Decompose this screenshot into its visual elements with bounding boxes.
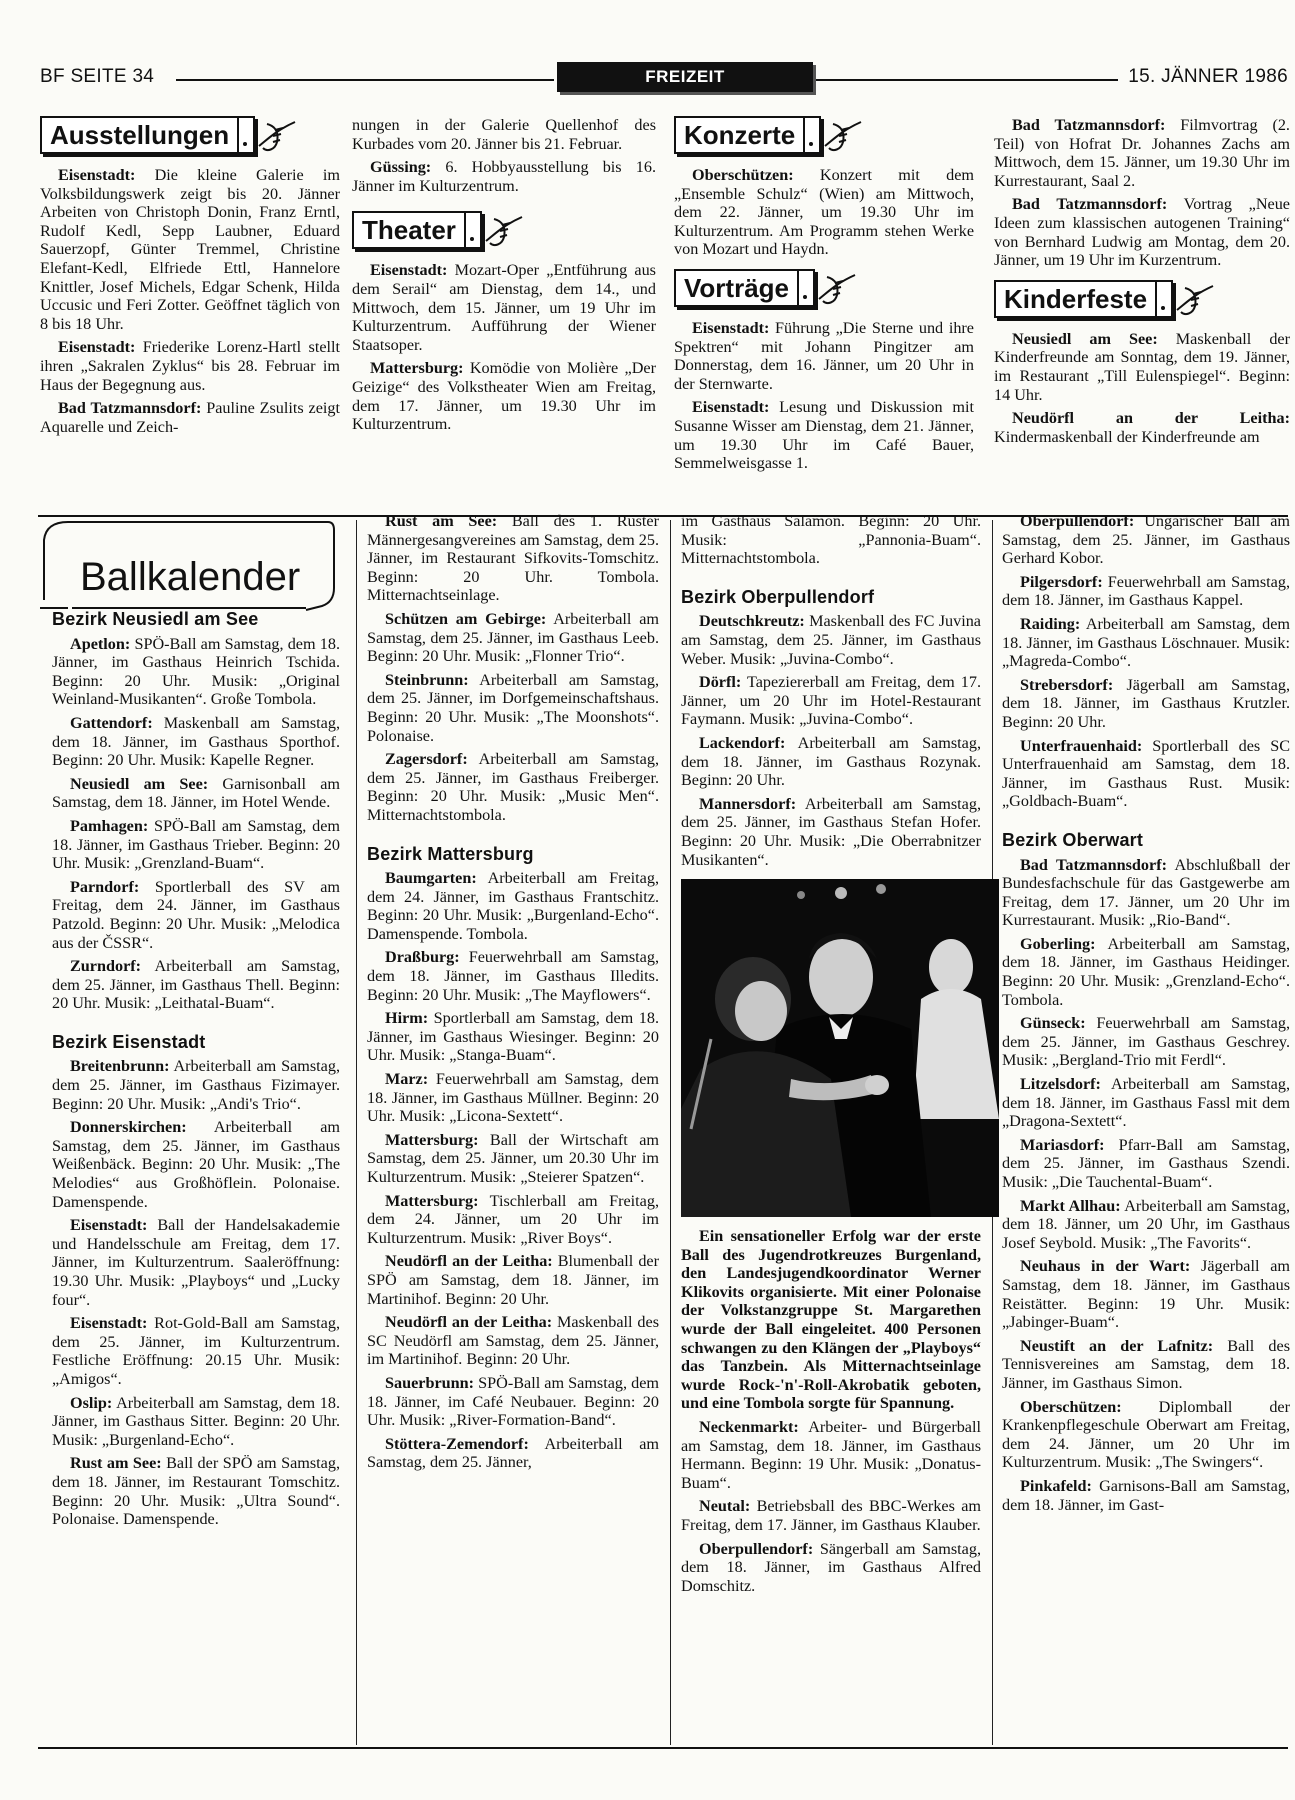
listing-text: Garnisons-Ball am Samstag, dem 18. Jänner, im Gast- [1002,1476,1290,1514]
listing-entry [674,319,974,393]
listing-place: Neusiedl am See: [1012,329,1158,348]
listing-place: Schützen am Gebirge: [385,609,547,628]
listing-entry [367,1192,659,1248]
listing-text: Arbeiterball am Samstag, dem 25. Jänner, im Dorfgemeinschaftshaus. Beginn: 20 Uhr. Musik: „The Moonshots“. Polonaise. [367,670,659,745]
theater-heading [352,211,656,249]
listing-place: Zagersdorf: [385,750,468,769]
listing-text: Sportlerball des SV am Freitag, dem 24. Jänner, im Gasthaus Patzold. Beginn: 20 Uhr. Musik: „Melodica aus der ČSSR“. [52,877,340,952]
listing-place: Dörfl: [699,673,742,692]
listing-entry [994,330,1290,404]
listing-entry [52,1454,340,1528]
heading-dot-box [799,269,815,307]
listing-text: Arbeiterball am Samstag, dem 25. Jänner, im Gasthaus Freiberger. Beginn: 20 Uhr. Musik: „Music Men“. Mitternachtstombola. [367,750,659,824]
listing-place: Neudörfl an der Leitha: [385,1313,553,1332]
listing-text: Abschlußball der Bundesfachschule für das Gastgewerbe am Freitag, dem 17. Jänner, um 20 Uhr im Kurrestaurant. Musik: „Rio-Band“. [1002,855,1290,930]
listing-place: Neustift an der Lafnitz: [1020,1336,1214,1355]
listing-entry [1002,856,1290,930]
listing-place: Mattersburg: [385,1191,479,1210]
listing-entry [367,869,659,943]
listing-text: Garnisonball am Samstag, dem 18. Jänner, im Hotel Wende. [52,774,340,812]
ballkalender-title: Ballkalender [80,555,301,599]
listing-text: Friederike Lorenz-Hartl stellt ihren „Sakralen Zyklus“ bis 28. Februar im Haus der Begegnung aus. [40,338,340,394]
listing-text: Maskenball des FC Juvina am Samstag, dem 25. Jänner, im Gasthaus Weber. Musik: „Juvina-Combo“. [681,612,981,668]
listing-entry [1002,573,1290,610]
listing-entry [52,1118,340,1211]
listing-text: Arbeiterball am Samstag, dem 18. Jänner, im Gasthaus Heidinger. Beginn: 20 Uhr. Musik: „Grenzland-Echo“. Tombola. [1002,934,1290,1009]
bottom-rule [38,1747,1288,1749]
top-column-3 [674,116,974,478]
listing-entry [1002,615,1290,671]
listing-entry [1002,1398,1290,1472]
pointing-hand-icon [482,211,536,249]
listing-place: Güssing: [370,158,432,177]
listing-place: Parndorf: [70,877,140,896]
listing-entry [52,878,340,952]
listing-entry [1002,1075,1290,1131]
listing-text: Arbeiterball am Samstag, dem 18. Jänner, im Gasthaus Fassl mit dem „Dragona-Sextett“. [1002,1075,1290,1131]
konzerte-heading [674,116,974,154]
ausstellungen-heading [40,116,340,154]
listing-place: Eisenstadt: [692,318,770,337]
listing-text: Filmvortrag (2. Teil) von Hofrat Dr. Johannes Zachs am Mittwoch, dem 15. Jänner, um 19.30 Uhr im Kurrestaurant, Saal 2. [994,116,1290,190]
listing-text: Betriebsball des BBC-Werkes am Freitag, dem 17. Jänner, im Gasthaus Klauber. [681,1497,981,1534]
listing-place: Eisenstadt: [70,1314,148,1333]
listing-text: Ungarischer Ball am Samstag, dem 25. Jänner, im Gasthaus Gerhard Kobor. [1002,512,1290,568]
listing-text: Tapeziererball am Freitag, dem 17. Jänner, um 20 Uhr im Hotel-Restaurant Faymann. Musik: „Juvina-Combo“. [681,673,981,729]
ballkalender-frame [38,520,336,615]
listing-entry [367,750,659,824]
listing-text: SPÖ-Ball am Samstag, dem 18. Jänner, im Café Neubauer. Beginn: 20 Uhr. Musik: „River-Formation-Band“. [367,1373,659,1430]
heading-dot-box [1157,280,1173,318]
photo-caption: Ein sensationeller Erfolg war der erste Ball des Jugendrotkreuzes Burgenland, den Landesjugendkoordinator Werner Klikovits organisierte. Mit einer Polonaise der Volkstanzgruppe St. Margarethen wurde der Ball eingeleitet. 400 Personen schwangen zu den Klängen der „Playboys“ das Tanzbein. Als Mitternachtseinlage wurde Rock-'n'-Roll-Akrobatik geboten, und eine Tombola sorgte für Spannung. [681,1227,981,1413]
listing-place: Stöttera-Zemendorf: [385,1434,529,1453]
listing-entry [1002,737,1290,811]
listing-place: Bad Tatzmannsdorf: [1012,195,1168,214]
listing-entry [352,158,656,195]
listing-text: Kindermaskenball der Kinderfreunde am [994,427,1260,446]
listing-text: Jägerball am Samstag, dem 18. Jänner, im Gasthaus Krutzler. Beginn: 20 Uhr. [1002,675,1290,731]
listing-entry [52,1314,340,1388]
ball-column-4 [1002,512,1290,1519]
district-heading: Bezirk Mattersburg [367,843,534,864]
listing-place: Eisenstadt: [70,1216,148,1235]
listing-entry [1002,1197,1290,1253]
listing-place: Neusiedl am See: [70,774,209,793]
listing-place: Breitenbrunn: [70,1057,170,1076]
district-heading: Bezirk Oberpullendorf [681,586,875,607]
listing-entry [681,1540,981,1596]
listing-entry [367,671,659,745]
listing-entry [52,1394,340,1450]
pointing-hand-icon [815,269,869,307]
listing-entry [681,734,981,790]
listing-place: Mattersburg: [370,359,464,378]
ball-column-2 [367,512,659,1477]
listing-text: Vortrag „Neue Ideen zum klassischen autogenen Training“ von Bernhard Ludwig am Montag, dem 20. Jänner, um 19 Uhr im Kurzentrum. [994,195,1290,270]
listing-text: Arbeiterball am Samstag, dem 25. Jänner, im Gasthaus Leeb. Beginn: 20 Uhr. Musik: „Flonner Trio“. [367,609,659,666]
listing-place: Gattendorf: [70,713,153,732]
listing-text: Konzert mit dem „Ensemble Schulz“ (Wien) am Mittwoch, dem 22. Jänner, um 19.30 Uhr im Kulturzentrum. Am Programm stehen Werke von Mozart und Haydn. [674,166,974,259]
ball-column-1 [52,610,340,1534]
listing-place: Eisenstadt: [58,338,136,357]
listing-text: Lesung und Diskussion mit Susanne Wisser am Dienstag, dem 21. Jänner, um 19.30 Uhr im Café Bauer, Semmelweisgasse 1. [674,398,974,473]
listing-entry [367,1313,659,1369]
listing-entry [994,409,1290,446]
listing-text: Arbeiterball am Samstag, dem 18. Jänner, um 20 Uhr, im Gasthaus Josef Seybold. Musik: „The Favorits“. [1002,1196,1290,1252]
listing-place: Eisenstadt: [692,398,770,417]
listing-place: Eisenstadt: [370,261,448,280]
listing-entry [1002,1257,1290,1331]
column-rule [356,520,357,1745]
listing-text: Jägerball am Samstag, dem 18. Jänner, im Gasthaus Reistätter. Beginn: 19 Uhr. Musik: „Jabinger-Buam“. [1002,1257,1291,1332]
pointing-hand-icon [255,116,309,154]
listing-place: Apetlon: [70,634,131,653]
listing-entry [52,817,340,873]
listing-text: Mozart-Oper „Entführung aus dem Serail“ am Dienstag, dem 14., und Mittwoch, dem 15. Jänner, um 19 Uhr im Kulturzentrum. Aufführung der Wiener Staatsoper. [352,261,656,354]
ausstellungen-title: Ausstellungen [40,116,239,154]
ausstellungen-continuation: nungen in der Galerie Quellenhof des Kurbades vom 20. Jänner bis 21. Februar. [352,116,656,153]
listing-entry [674,398,974,472]
listing-text: Die kleine Galerie im Volksbildungswerk zeigt bis 20. Jänner Arbeiten von Christoph Donin, Franz Erntl, Rudolf Kedl, Sepp Laubner, Eduard Sauerzopf, Günter Tremmel, Christine Elefant-Kedl, Elfriede Ettl, Hannelore Knittler, Josef Michels, Edgar Schenk, Hilda Uccusic und Feri Zotter. Geöffnet täglich von 8 bis 18 Uhr. [40,166,340,333]
listing-place: Pilgersdorf: [1020,572,1103,591]
listing-text: Sportlerball des SC Unterfrauenhaid am Samstag, dem 18. Jänner, im Gasthaus Rust. Musik: „Goldbach-Buam“. [1002,736,1290,811]
issue-date: 15. JÄNNER 1986 [1128,66,1288,87]
listing-place: Neudörfl an der Leitha: [385,1252,553,1271]
listing-text: Diplomball der Krankenpflegeschule Oberwart am Freitag, dem 24. Jänner, um 20 Uhr im Kulturzentrum. Musik: „The Swingers“. [1002,1397,1290,1472]
district-heading: Bezirk Oberwart [1002,829,1144,850]
continued-entry: im Gasthaus Salamon. Beginn: 20 Uhr. Musik: „Pannonia-Buam“. Mitternachtstombola. [681,512,981,568]
listing-text: Blumenball der SPÖ am Samstag, dem 18. Jänner, im Martinihof. Beginn: 20 Uhr. [367,1252,659,1308]
listing-entry [1002,1136,1290,1192]
listing-place: Goberling: [1020,934,1096,953]
listing-entry [367,1131,659,1187]
listing-place: Eisenstadt: [58,166,136,184]
listing-place: Günseck: [1020,1014,1086,1033]
listing-place: Litzelsdorf: [1020,1075,1101,1094]
listing-entry [681,673,981,729]
listing-place: Bad Tatzmannsdorf: [58,399,202,418]
pointing-hand-icon [1173,280,1227,318]
listing-text: Pfarr-Ball am Samstag, dem 25. Jänner, im Gasthaus Szendi. Musik: „Die Tauchental-Buam“. [1002,1135,1290,1191]
kinderfeste-heading [994,280,1290,318]
listing-place: Zurndorf: [70,957,142,976]
listing-text: Arbeiterball am Samstag, dem 25. Jänner, im Gasthaus Stefan Hofer. Beginn: 20 Uhr. Musik: „Die Oberrabnitzer Musikanten“. [681,794,981,869]
listing-text: Feuerwehrball am Samstag, dem 25. Jänner, im Gasthaus Geschrey. Musik: „Bergland-Trio mit Ferdl“. [1002,1014,1290,1070]
listing-entry [1002,1014,1290,1070]
listing-text: Arbeiterball am Samstag, dem 18. Jänner, im Gasthaus Rozynak. Beginn: 20 Uhr. [681,733,981,790]
listing-text: Komödie von Molière „Der Geizige“ des Volkstheater Wien am Freitag, dem 17. Jänner, um 19.30 Uhr im Kulturzentrum. [352,359,656,434]
listing-text: Ball der Handelsakademie und Handelsschule am Freitag, dem 17. Jänner, im Kulturzentrum. Saaleröffnung: 19.30 Uhr. Musik: „Playboys“ und „Lucky four“. [52,1216,340,1309]
listing-entry [1002,512,1290,568]
listing-place: Oberpullendorf: [1020,512,1135,530]
listing-text: Feuerwehrball am Samstag, dem 18. Jänner, im Gasthaus Illedits. Beginn: 20 Uhr. Musik: „The Mayflowers“. [367,948,659,1004]
listing-entry [681,1497,981,1534]
listing-entry [367,1252,659,1308]
ball-column-3 [681,512,981,1600]
listing-text: Arbeiterball am Samstag, dem 25. Jänner, im Gasthaus Thell. Beginn: 20 Uhr. Musik: „Leithatal-Buam“. [52,957,340,1013]
vortraege-title: Vorträge [674,269,799,307]
listing-text: Sportlerball am Samstag, dem 18. Jänner, im Gasthaus Wiesinger. Beginn: 20 Uhr. Musik: „Stanga-Buam“. [367,1009,659,1065]
listing-entry [52,1057,340,1113]
listing-place: Oberschützen: [1020,1397,1122,1416]
listing-text: Sängerball am Samstag, dem 18. Jänner, im Gasthaus Alfred Domschitz. [681,1539,981,1595]
listing-entry [40,338,340,394]
listing-entry [367,1435,659,1472]
listing-entry [1002,935,1290,1009]
listing-text: Feuerwehrball am Samstag, dem 18. Jänner, im Gasthaus Müllner. Beginn: 20 Uhr. Musik: „Licona-Sextett“. [367,1070,659,1126]
listing-entry [52,714,340,770]
listing-place: Pinkafeld: [1020,1476,1092,1495]
listing-place: Oslip: [70,1393,113,1412]
listing-text: Tischlerball am Freitag, dem 24. Jänner, um 20 Uhr im Kulturzentrum. Musik: „River Boys“. [367,1191,659,1247]
heading-dot-box [239,116,255,154]
listing-place: Neckenmarkt: [699,1418,799,1437]
listing-place: Baumgarten: [385,869,477,888]
listing-place: Mattersburg: [385,1130,479,1149]
listing-entry [1002,1337,1290,1393]
listing-text: Arbeiterball am Samstag, dem 25. Jänner, im Gasthaus Fizimayer. Beginn: 20 Uhr. Musik: „Andi's Trio“. [52,1057,340,1113]
dancing-couples-image [681,879,999,1217]
listing-text: 6. Hobbyausstellung bis 16. Jänner im Kulturzentrum. [352,158,656,195]
listing-place: Pamhagen: [70,816,149,835]
listing-entry [681,1418,981,1492]
listing-place: Neutal: [699,1497,751,1516]
listing-entry [367,610,659,666]
listing-entry [1002,676,1290,732]
listing-entry [352,359,656,433]
listing-entry [994,195,1290,269]
listing-place: Unterfrauenhaid: [1020,736,1143,755]
listing-entry [40,166,340,333]
top-column-4 [994,116,1290,451]
listing-text: Arbeiterball am Samstag, dem 25. Jänner, im Gasthaus Weißenbäck. Beginn: 20 Uhr. Musik: „The Melodies“ aus Großhöflein. Polonaise. Damenspende. [52,1118,340,1211]
listing-entry [367,512,659,605]
listing-entry [994,116,1290,190]
listing-place: Markt Allhau: [1020,1196,1121,1215]
listing-place: Mariasdorf: [1020,1135,1105,1154]
heading-dot-box [805,116,821,154]
district-heading: Bezirk Eisenstadt [52,1031,206,1052]
listing-entry [40,399,340,436]
listing-entry [52,957,340,1013]
listing-place: Donnerskirchen: [70,1118,187,1137]
vortraege-heading [674,269,974,307]
listing-text: Arbeiterball am Samstag, dem 18. Jänner, im Gasthaus Löschnauer. Musik: „Magreda-Combo“. [1002,614,1290,671]
listing-entry [367,1009,659,1065]
theater-title: Theater [352,211,466,249]
column-rule [670,520,671,1745]
listing-entry [674,166,974,259]
listing-text: Feuerwehrball am Samstag, dem 18. Jänner, im Gasthaus Kappel. [1002,572,1290,610]
listing-entry [52,635,340,709]
listing-place: Neudörfl an der Leitha: [1012,409,1290,428]
listing-text: Ball des 1. Ruster Männergesangvereines am Samstag, dem 25. Jänner, im Restaurant Sifkovits-Tomschitz. Beginn: 20 Uhr. Tombola. Mitternachtseinlage. [367,512,659,605]
listing-text: SPÖ-Ball am Samstag, dem 18. Jänner, im Gasthaus Trieber. Beginn: 20 Uhr. Musik: „Grenzland-Buam“. [52,816,340,873]
listing-place: Deutschkreutz: [699,612,805,631]
listing-place: Mannersdorf: [699,794,797,813]
section-title: FREIZEIT [557,62,813,92]
listing-text: SPÖ-Ball am Samstag, dem 18. Jänner, im Gasthaus Heinrich Tschida. Beginn: 20 Uhr. Musik: „Original Weinland-Musikanten“. Große Tombola. [52,634,340,709]
district-heading: Bezirk Neusiedl am See [52,609,259,629]
listing-place: Hirm: [385,1009,429,1028]
listing-place: Bad Tatzmannsdorf: [1012,116,1166,134]
listing-place: Sauerbrunn: [385,1373,475,1392]
listing-entry [352,261,656,354]
listing-place: Bad Tatzmannsdorf: [1020,855,1167,874]
listing-text: Maskenball am Samstag, dem 18. Jänner, im Gasthaus Sporthof. Beginn: 20 Uhr. Musik: Kapelle Regner. [52,713,340,770]
pointing-hand-icon [821,116,875,154]
listing-place: Strebersdorf: [1020,675,1114,694]
listing-place: Draßburg: [385,948,460,967]
listing-entry [367,1070,659,1126]
header-rule-left [176,79,554,81]
listing-text: Ball des Tennisvereines am Samstag, dem 18. Jänner, im Gasthaus Simon. [1002,1336,1290,1392]
listing-text: Arbeiterball am Freitag, dem 24. Jänner, im Gasthaus Frantschitz. Beginn: 20 Uhr. Musik: „Burgenland-Echo“. Damenspende. Tombola. [367,869,659,943]
kinderfeste-title: Kinderfeste [994,280,1157,318]
listing-text: Arbeiter- und Bürgerball am Samstag, dem 18. Jänner, im Gasthaus Hermann. Beginn: 19 Uhr. Musik: „Donatus-Buam“. [681,1418,981,1492]
listing-place: Neuhaus in der Wart: [1020,1257,1191,1276]
page-header [38,62,1288,90]
listing-place: Marz: [385,1070,429,1089]
listing-entry [681,795,981,869]
listing-entry [52,1216,340,1309]
listing-text: Rot-Gold-Ball am Samstag, dem 25. Jänner, im Kulturzentrum. Festliche Eröffnung: 20.15 Uhr. Musik: „Amigos“. [52,1314,340,1388]
listing-place: Raiding: [1020,614,1081,633]
listing-text: Maskenball der Kinderfreunde am Sonntag, dem 19. Jänner, im Restaurant „Till Eulenspiegel“. Beginn: 14 Uhr. [994,329,1290,404]
listing-text: Pauline Zsulits zeigt Aquarelle und Zeich- [40,399,340,436]
listing-place: Rust am See: [385,512,498,530]
listing-place: Oberschützen: [692,166,794,184]
top-column-2 [352,116,656,439]
listing-entry [367,948,659,1004]
listing-place: Lackendorf: [699,733,786,752]
listing-text: Maskenball des SC Neudörfl am Samstag, dem 25. Jänner, im Martinihof. Beginn: 20 Uhr. [367,1313,659,1369]
listing-text: Ball der SPÖ am Samstag, dem 18. Jänner, im Restaurant Tomschitz. Beginn: 20 Uhr. Musik: „Ultra Sound“. Polonaise. Damenspende. [52,1454,340,1529]
dance-photo [681,879,999,1217]
listing-entry [681,612,981,668]
heading-dot-box [466,211,482,249]
listing-place: Rust am See: [70,1454,162,1473]
listing-place: Steinbrunn: [385,670,469,689]
listing-text: Arbeiterball am Samstag, dem 25. Jänner, [367,1434,659,1472]
listing-entry [1002,1477,1290,1514]
header-rule-right [816,79,1118,81]
page-number: BF SEITE 34 [40,66,155,87]
listing-entry [367,1374,659,1430]
listing-text: Ball der Wirtschaft am Samstag, dem 25. Jänner, um 20.30 Uhr im Kulturzentrum. Musik: „Steierer Spatzen“. [367,1130,659,1186]
top-column-1 [40,116,340,441]
listing-text: Arbeiterball am Samstag, dem 18. Jänner, im Gasthaus Sitter. Beginn: 20 Uhr. Musik: „Burgenland-Echo“. [52,1393,340,1449]
listing-text: Führung „Die Sterne und ihre Spektren“ mit Johann Pingitzer am Donnerstag, dem 16. Jänner, um 20 Uhr in der Sternwarte. [674,318,974,393]
listing-entry [52,775,340,812]
konzerte-title: Konzerte [674,116,805,154]
listing-place: Oberpullendorf: [699,1539,814,1558]
